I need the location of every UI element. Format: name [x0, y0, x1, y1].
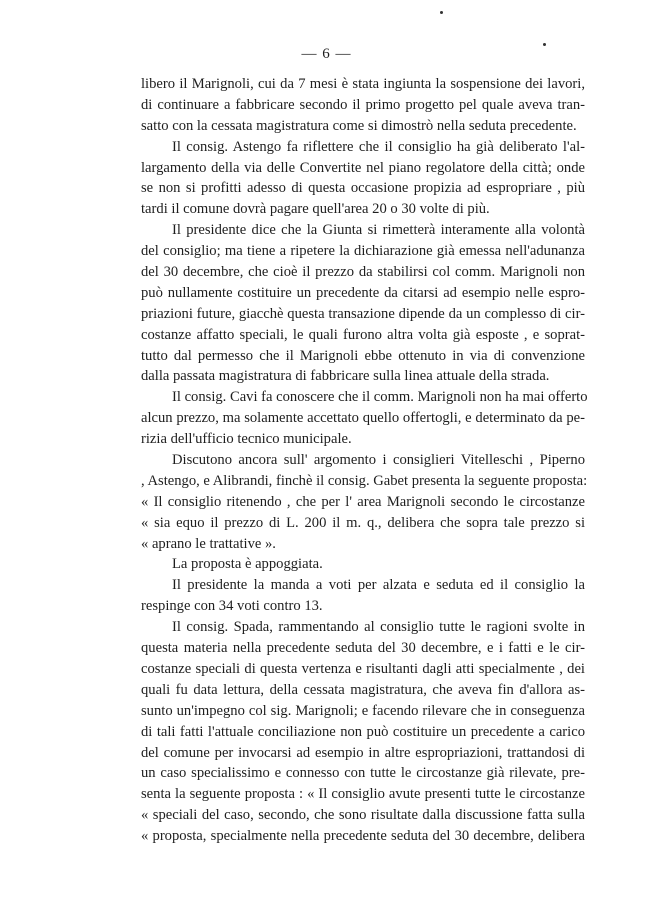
text-line: priazioni future, giacchè questa transazione dipende da un complesso di cir- [141, 305, 585, 322]
text-line: rizia dell'ufficio tecnico municipale. [141, 431, 352, 448]
print-speck [440, 11, 443, 14]
text-line: , Astengo, e Alibrandi, finchè il consig. Gabet presenta la seguente proposta: [141, 472, 588, 489]
text-line: libero il Marignoli, cui da 7 mesi è stata ingiunta la sospensione dei lavori, [141, 76, 585, 92]
text-line: Il consig. Cavi fa conoscere che il comm. Marignoli non ha mai offerto [172, 389, 588, 406]
text-line: senta la seguente proposta : « Il consiglio avute presenti tutte le circostanze [141, 786, 585, 803]
text-line: « speciali del caso, secondo, che sono risultate dalla discussione fatta sulla [141, 807, 585, 824]
text-line: tutto dal permesso che il Marignoli ebbe ottenuto in via di convenzione [141, 347, 585, 364]
text-line: del consiglio; ma tiene a ripetere la dichiarazione già emessa nell'adunanza [141, 243, 585, 260]
text-line: « proposta, specialmente nella precedente seduta del 30 decembre, delibera [141, 828, 585, 845]
text-line: largamento della via delle Convertite nel piano regolatore della città; onde [141, 159, 585, 176]
text-line: La proposta è appoggiata. [172, 556, 323, 573]
body-text [141, 74, 588, 847]
page-number: — 6 — [301, 46, 352, 62]
text-line: questa materia nella precedente seduta del 30 decembre, e i fatti e le cir- [141, 640, 585, 657]
text-line: del 30 decembre, che cioè il prezzo da stabilirsi col comm. Marignoli non [141, 264, 585, 281]
text-line: sunto un'impegno col sig. Marignoli; e facendo rilevare che in conseguenza [141, 702, 585, 719]
text-line: quali fu data lettura, della cessata magistratura, che aveva fin d'allora as- [141, 681, 585, 698]
text-line: Il presidente dice che la Giunta si rimetterà interamente alla volontà [172, 222, 585, 239]
text-line: di tali fatti l'attuale conciliazione non può costituire un precedente a carico [141, 723, 585, 740]
text-line: Il consig. Spada, rammentando al consiglio tutte le ragioni svolte in [172, 619, 585, 636]
text-line: del comune per invocarsi ad esempio in altre espropriazioni, trattandosi di [141, 744, 585, 761]
text-line: dalla passata magistratura di fabbricare sulla linea attuale della strada. [141, 368, 550, 385]
text-line: un caso specialissimo e connesso con tutte le circostanze già rilevate, pre- [141, 765, 585, 782]
text-line: costanze affatto speciali, le quali furono altra volta già esposte , e soprat- [141, 326, 585, 343]
text-line: satto con la cessata magistratura come si dimostrò nella seduta precedente. [141, 117, 577, 134]
text-line: « Il consiglio ritenendo , che per l' area Marignoli secondo le circostanze [141, 493, 585, 510]
text-line: se non si profitti adesso di questa occasione propizia ad espropriare , più [141, 180, 585, 197]
text-line: respinge con 34 voti contro 13. [141, 598, 323, 615]
text-line: Il presidente la manda a voti per alzata e seduta ed il consiglio la [172, 577, 585, 594]
text-line: alcun prezzo, ma solamente accettato quello offertogli, e determinato da pe- [141, 410, 585, 427]
text-line: tardi il comune dovrà pagare quell'area 20 o 30 volte di più. [141, 201, 490, 218]
text-line: Il consig. Astengo fa riflettere che il consiglio ha già deliberato l'al- [172, 138, 585, 155]
text-line: « aprano le trattative ». [141, 535, 276, 552]
text-line: Discutono ancora sull' argomento i consiglieri Vitelleschi , Piperno [172, 452, 585, 469]
text-line: costanze speciali di questa vertenza e risultanti dagli atti specialmente , dei [141, 660, 585, 677]
text-line: di continuare a fabbricare secondo il primo progetto pel quale aveva tran- [141, 96, 585, 113]
text-line: può nullamente costituire un precedente da citarsi ad esempio nelle espro- [141, 284, 585, 301]
text-line: « sia equo il prezzo di L. 200 il m. q., delibera che sopra tale prezzo si [141, 514, 585, 531]
